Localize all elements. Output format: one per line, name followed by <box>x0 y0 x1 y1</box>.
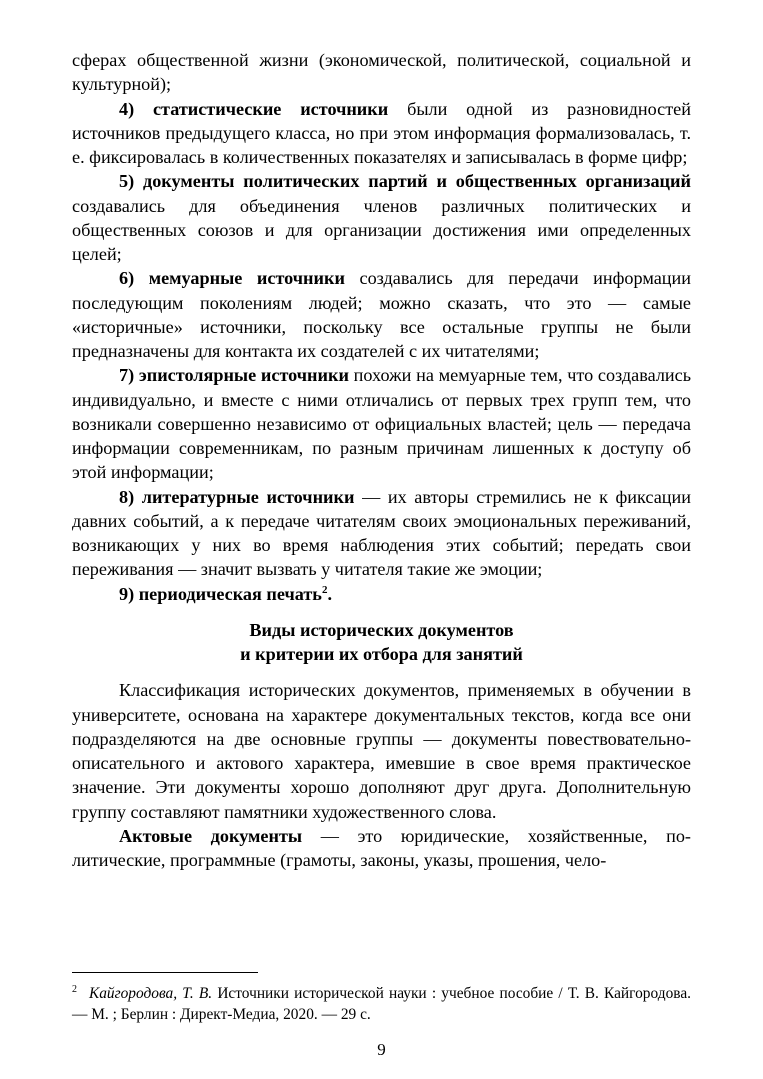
paragraph-classification: Классификация исторических документов, применяемых в обучении в университете, основана на характере документальных текстов, когда все они подразделяются на две основные группы — документы повествовательно-описательного и актового характера, имевшие в свое время практическое значение. Эти документы хорошо дополняют друг друга. Дополнительную группу составляют памятники художественного слова. <box>72 680 691 822</box>
section-heading <box>72 618 691 667</box>
section-heading-line-2: и критерии их отбора для занятий <box>240 644 523 664</box>
paragraph-text: — это юридические, хозяйственные, политические, программные (грамоты, законы, указы, прошения, чело- <box>72 825 691 870</box>
footnote <box>72 983 691 1025</box>
list-item-term: 8) литературные источники <box>119 486 355 507</box>
list-item-text: создавались для передачи информации последующим поколениям людей; можно сказать, что это — самые «историчные» источники, поскольку все остальные группы не были предназначены для контакта их создателей с их читателями; <box>72 268 691 361</box>
page-body <box>72 48 691 872</box>
paragraph-continuation: сферах общественной жизни (экономической, политической, социальной и культурной); <box>72 50 691 95</box>
section-heading-line-1: Виды исторических документов <box>249 619 514 640</box>
list-item-term: 6) мемуарные источники <box>119 268 345 289</box>
footnote-text: Источники исторической науки : учебное пособие / Т. В. Кайгородова. — М. ; Берлин : Директ-Медиа, 2020. — 29 с. <box>72 985 692 1023</box>
term-act-documents: Актовые документы <box>119 825 303 846</box>
page-number: 9 <box>377 1040 386 1059</box>
list-item-memoir-sources <box>72 266 691 363</box>
footnote-separator <box>72 972 258 973</box>
list-item-term: 5) документы политических партий и общественных организаций <box>119 171 691 192</box>
paragraph-act-documents <box>72 824 691 873</box>
list-item-party-documents <box>72 169 691 266</box>
footnote-reference[interactable]: 2 <box>321 583 328 596</box>
list-item-term: 7) эпистолярные источники <box>119 365 349 386</box>
list-item-periodical-press <box>72 582 691 606</box>
footnote-number: 2 <box>72 983 77 995</box>
list-item-statistical-sources <box>72 97 691 170</box>
list-item-end: . <box>327 583 332 604</box>
footnote-author: Кайгородова, Т. В. <box>89 985 213 1002</box>
list-item-text: были одной из разновидностей источников предыдущего класса, но при этом информация формализовалась, т. е. фиксировалась в количественных показателях и записывалась в форме цифр; <box>72 98 691 167</box>
list-item-epistolary-sources <box>72 363 691 484</box>
list-item-literary-sources <box>72 485 691 582</box>
list-item-term: 9) периодическая печать <box>119 583 322 604</box>
list-item-text: — их авторы стремились не к фиксации давних событий, а к передаче читателям своих эмоциональных переживаний, возникающих у них во время наблюдения этих событий; передать свои переживания — значит вызвать у читателя такие же эмоции; <box>72 486 691 580</box>
list-item-text: похожи на мемуарные тем, что создавались индивидуально, и вместе с ними отличались от первых трех групп тем, что возникали совершенно независимо от официальных властей; цель — передача информации современникам, по разным причинам лишенных к доступу об этой информации; <box>72 365 691 483</box>
list-item-text: создавались для объединения членов различных политических и общественных союзов и для организации достижения ими определенных целей; <box>72 195 691 264</box>
list-item-term: 4) статистические источники <box>119 98 389 119</box>
